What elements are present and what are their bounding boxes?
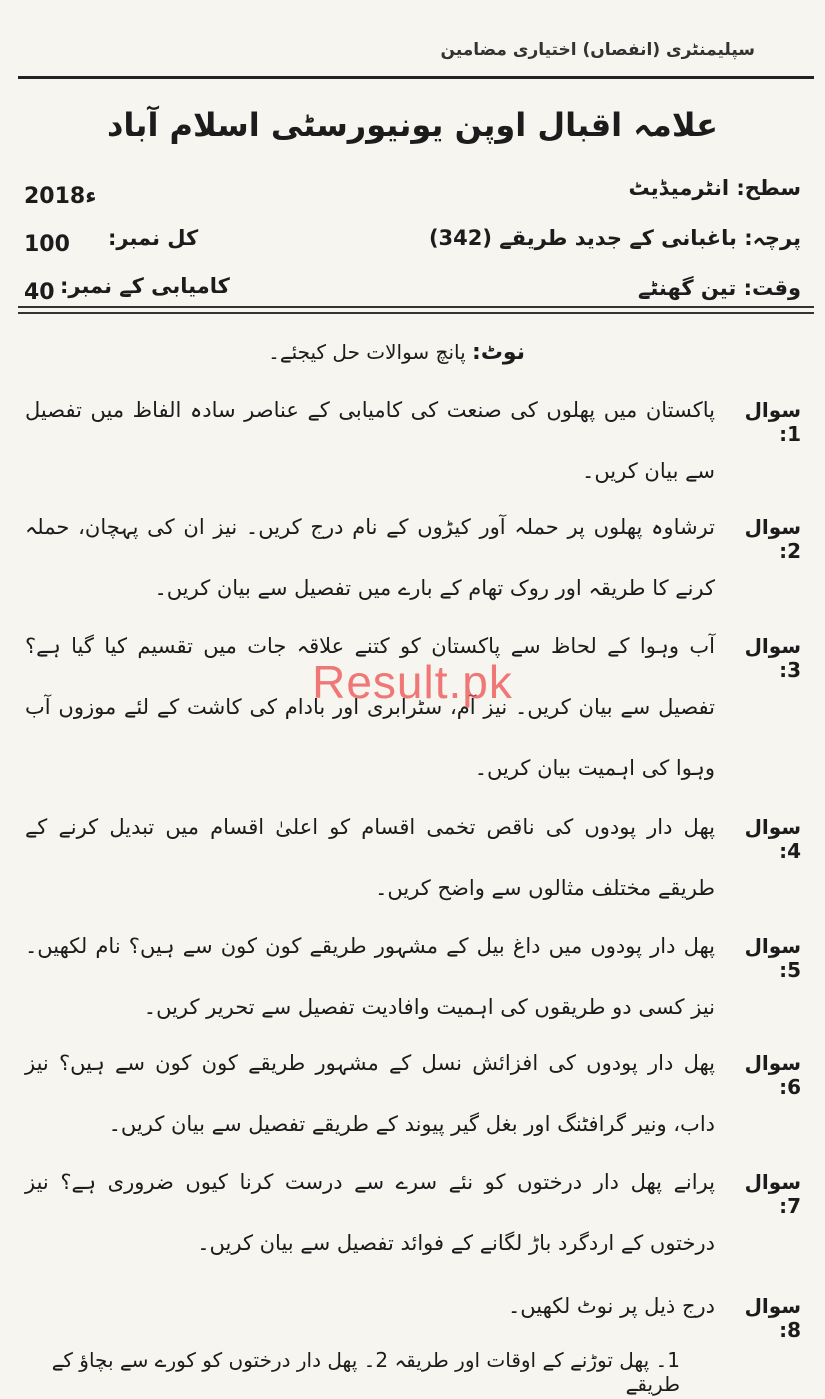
university-title: علامہ اقبال اوپن یونیورسٹی اسلام آباد bbox=[106, 106, 718, 144]
running-head: سپلیمنٹری (انفصاں) اختیاری مضامین bbox=[440, 40, 755, 60]
time-value: تین گھنٹے bbox=[638, 276, 737, 300]
exam-year: 2018ء bbox=[24, 184, 97, 209]
question-text: پھل دار پودوں کی ناقص تخمی اقسام کو اعلیٰ اقسام میں تبدیل کرنے کے طریقے مختلف مثالوں سے واضح کریں۔ bbox=[25, 815, 715, 900]
question-label: سوال 3: bbox=[744, 634, 801, 682]
pass-marks-value: 40 bbox=[24, 280, 55, 305]
watermark-result-pk: Result.pk bbox=[312, 656, 513, 708]
question-text: پاکستان میں پھلوں کی صنعت کی کامیابی کے عناصر سادہ الفاظ میں تفصیل سے بیان کریں۔ bbox=[25, 398, 715, 483]
question-text: پھل دار پودوں میں داغ بیل کے مشہور طریقے کون کون سے ہیں؟ نام لکھیں۔ نیز کسی دو طریقوں کی اہمیت وافادیت تفصیل سے تحریر کریں۔ bbox=[25, 934, 715, 1019]
total-marks-label: کل نمبر: bbox=[108, 226, 199, 250]
question-label: سوال 2: bbox=[744, 515, 801, 563]
instructions-note bbox=[268, 340, 525, 365]
level-row bbox=[629, 176, 802, 200]
header-double-rule bbox=[18, 306, 814, 314]
question-text: آب وہوا کے لحاظ سے پاکستان کو کتنے علاقہ جات میں تقسیم کیا گیا ہے؟ تفصیل سے بیان کریں۔ نیز آم، سٹرابری اور بادام کی کاشت کے لئے موزوں آب وہوا کی اہمیت بیان کریں۔ bbox=[25, 634, 715, 780]
question-8-subnotes: 1۔ پھل توڑنے کے اوقات اور طریقہ 2۔ پھل دار درختوں کو کورے سے بچاؤ کے طریقے bbox=[51, 1348, 680, 1396]
question-text: درج ذیل پر نوٹ لکھیں۔ bbox=[507, 1294, 715, 1318]
paper-row bbox=[429, 226, 801, 250]
question-text: پھل دار پودوں کی افزائش نسل کے مشہور طریقے کون کون سے ہیں؟ نیز داب، ونیر گرافٹنگ اور بغل گیر پیوند کے طریقے تفصیل سے بیان کریں۔ bbox=[25, 1051, 715, 1136]
pass-marks-label: کامیابی کے نمبر: bbox=[60, 274, 230, 298]
question-label: سوال 8: bbox=[744, 1294, 801, 1342]
level-label: سطح: bbox=[736, 176, 801, 200]
total-marks-value: 100 bbox=[24, 232, 70, 257]
note-text: پانچ سوالات حل کیجئے۔ bbox=[268, 340, 466, 364]
top-rule bbox=[18, 76, 814, 79]
paper-value: باغبانی کے جدید طریقے (342) bbox=[428, 226, 737, 250]
question-text: ترشاوہ پھلوں پر حملہ آور کیڑوں کے نام درج کریں۔ نیز ان کی پہچان، حملہ کرنے کا طریقہ اور روک تھام کے بارے میں تفصیل سے بیان کریں۔ bbox=[25, 515, 715, 600]
question-label: سوال 1: bbox=[744, 398, 801, 446]
paper-label: پرچہ: bbox=[744, 226, 801, 250]
time-label: وقت: bbox=[743, 276, 801, 300]
question-label: سوال 5: bbox=[744, 934, 801, 982]
question-label: سوال 7: bbox=[744, 1170, 801, 1218]
question-label: سوال 4: bbox=[744, 815, 801, 863]
question-text: پرانے پھل دار درختوں کو نئے سرے سے درست کرنا کیوں ضروری ہے؟ نیز درختوں کے اردگرد باڑ لگانے کے فوائد تفصیل سے بیان کریں۔ bbox=[25, 1170, 715, 1255]
time-row bbox=[638, 276, 801, 300]
note-label: نوٹ: bbox=[472, 340, 525, 365]
question-label: سوال 6: bbox=[744, 1051, 801, 1099]
level-value: انٹرمیڈیٹ bbox=[628, 176, 730, 200]
